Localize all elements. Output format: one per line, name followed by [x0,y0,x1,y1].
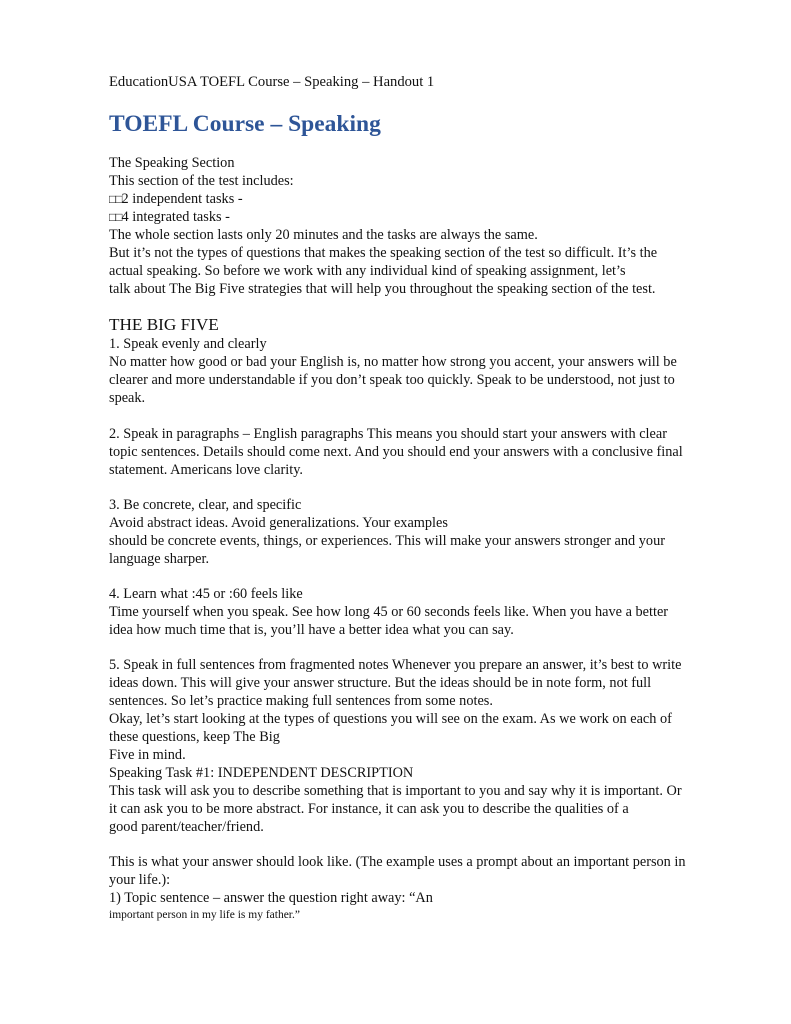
paragraph-line: Okay, let’s start looking at the types of questions you will see on the exam. As we work on each of [109,711,672,727]
paragraph-line: good parent/teacher/friend. [109,819,264,835]
paragraph-line: No matter how good or bad your English is, no matter how strong you accent, your answers will be [109,354,677,370]
task-title: Speaking Task #1: INDEPENDENT DESCRIPTION [109,765,414,781]
page-title: TOEFL Course – Speaking [109,111,381,137]
paragraph-line: actual speaking. So before we work with any individual kind of speaking assignment, let’s [109,263,626,279]
strategy-title-4: 4. Learn what :45 or :60 feels like [109,586,303,602]
paragraph-line: it can ask you to be more abstract. For instance, it can ask you to describe the qualities of a [109,801,629,817]
paragraph-line: topic sentences. Details should come next. And you should end your answers with a conclusive final [109,444,683,460]
bullet-glyph-icon: □□ [109,210,122,224]
section-name: The Speaking Section [109,155,235,171]
strategy-title-2: 2. Speak in paragraphs – English paragraphs This means you should start your answers with clear [109,426,667,442]
running-header: EducationUSA TOEFL Course – Speaking – Handout 1 [109,74,435,90]
bullet-text: 4 integrated tasks - [121,209,230,225]
bullet-item-independent [109,190,243,208]
paragraph-line: clearer and more understandable if you don’t speak too quickly. Speak to be understood, not just to [109,372,675,388]
paragraph-line: should be concrete events, things, or experiences. This will make your answers stronger and your [109,533,665,549]
paragraph-line: sentences. So let’s practice making full sentences from some notes. [109,693,493,709]
paragraph-line: This task will ask you to describe something that is important to you and say why it is important. Or [109,783,682,799]
paragraph-line-small: important person in my life is my father.” [109,909,300,921]
bullet-glyph-icon: □□ [109,192,122,206]
paragraph-line: your life.): [109,872,171,888]
strategy-title-1: 1. Speak evenly and clearly [109,336,267,352]
paragraph-line: 1) Topic sentence – answer the question right away: “An [109,890,433,906]
paragraph-line: speak. [109,390,146,406]
paragraph-line: language sharper. [109,551,210,567]
bullet-text: 2 independent tasks - [121,191,243,207]
strategy-title-5: 5. Speak in full sentences from fragmented notes Whenever you prepare an answer, it’s best to write [109,657,682,673]
paragraph-line: But it’s not the types of questions that makes the speaking section of the test so difficult. It’s the [109,245,658,261]
paragraph-line: these questions, keep The Big [109,729,280,745]
includes-line: This section of the test includes: [109,173,294,189]
paragraph-line: Five in mind. [109,747,186,763]
section-heading-big-five: THE BIG FIVE [109,315,219,334]
paragraph-line: ideas down. This will give your answer structure. But the ideas should be in note form, not full [109,675,652,691]
paragraph-line: The whole section lasts only 20 minutes and the tasks are always the same. [109,227,538,243]
strategy-title-3: 3. Be concrete, clear, and specific [109,497,302,513]
paragraph-line: idea how much time that is, you’ll have a better idea what you can say. [109,622,514,638]
paragraph-line: talk about The Big Five strategies that will help you throughout the speaking section of the test. [109,281,656,297]
paragraph-line: Avoid abstract ideas. Avoid generalizations. Your examples [109,515,448,531]
paragraph-line: Time yourself when you speak. See how long 45 or 60 seconds feels like. When you have a better [109,604,669,620]
paragraph-line: This is what your answer should look like. (The example uses a prompt about an important person in [109,854,686,870]
paragraph-line: statement. Americans love clarity. [109,462,303,478]
bullet-item-integrated [109,208,230,226]
